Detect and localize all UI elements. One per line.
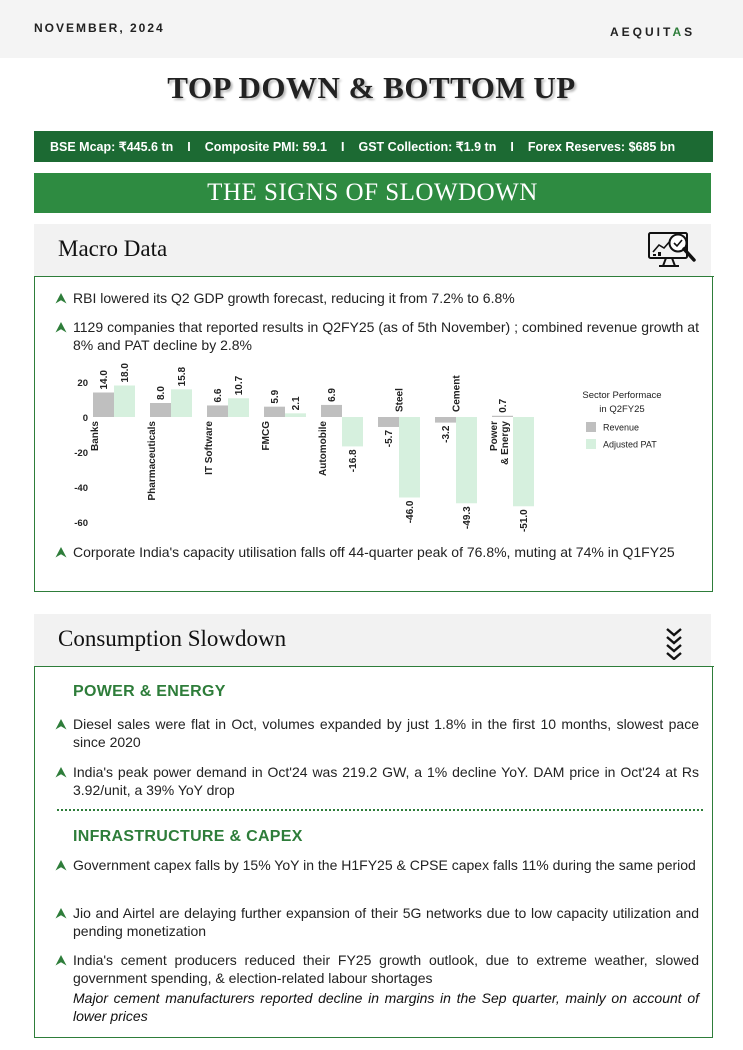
data-label: 2.1 <box>291 396 302 411</box>
triangle-bullet-icon <box>55 321 67 333</box>
data-label: -46.0 <box>405 500 416 524</box>
cement-margin-note: Major cement manufacturers reported decline in margins in the Sep quarter, mainly on account of lower prices <box>73 990 699 1024</box>
power-energy-heading: POWER & ENERGY <box>73 683 226 700</box>
legend-title: Sector Performace <box>582 390 662 401</box>
report-date: NOVEMBER, 2024 <box>34 21 165 35</box>
chevrons-down-icon <box>664 626 684 660</box>
ticker-separator: I <box>187 139 191 154</box>
macro-header <box>34 224 711 276</box>
triangle-bullet-icon <box>55 859 67 871</box>
brand-logo: AEQUITAS <box>610 25 696 39</box>
y-tick-label: -20 <box>74 448 88 459</box>
triangle-bullet-icon <box>55 546 67 558</box>
triangle-bullet-icon <box>55 718 67 730</box>
data-label: 5.9 <box>270 389 281 404</box>
category-label: Power <box>489 421 500 452</box>
legend-title: in Q2FY25 <box>599 404 645 415</box>
y-tick-label: 0 <box>82 413 88 424</box>
macro-bullet: 1129 companies that reported results in Q2FY25 (as of 5th November) ; combined revenue growth at 8% and PAT decline by 2.8% <box>35 318 699 354</box>
ticker-item-forex: Forex Reserves: $685 bn <box>527 139 676 154</box>
data-label: 10.7 <box>234 375 245 396</box>
consumption-title: Consumption Slowdown <box>58 626 287 651</box>
bar-revenue <box>150 403 171 417</box>
bar-revenue <box>93 393 114 418</box>
infra-bullet: Government capex falls by 15% YoY in the H1FY25 & CPSE capex falls 11% during the same period <box>35 856 699 874</box>
bar-revenue <box>264 407 285 417</box>
legend-swatch <box>586 422 596 432</box>
category-label: Banks <box>90 421 101 452</box>
triangle-bullet-icon <box>55 954 67 966</box>
bar-revenue <box>435 417 456 423</box>
category-label: Steel <box>394 388 406 412</box>
infra-capex-heading: INFRASTRUCTURE & CAPEX <box>73 828 303 845</box>
triangle-bullet-icon <box>55 907 67 919</box>
bar-revenue <box>378 417 399 427</box>
consumption-box <box>34 666 713 1038</box>
macro-bullet: RBI lowered its Q2 GDP growth forecast, reducing it from 7.2% to 6.8% <box>35 289 699 307</box>
bar-adjusted-pat <box>513 417 534 506</box>
y-tick-label: -60 <box>74 518 88 529</box>
category-label: Pharmaceuticals <box>147 421 158 501</box>
macro-box <box>34 276 713 592</box>
ticker-separator: I <box>341 139 345 154</box>
top-bar <box>0 0 743 58</box>
bar-revenue <box>207 405 228 417</box>
y-tick-label: -40 <box>74 483 88 494</box>
category-label: Cement <box>451 375 463 412</box>
triangle-bullet-icon <box>55 766 67 778</box>
power-bullet: India's peak power demand in Oct'24 was 219.2 GW, a 1% decline YoY. DAM price in Oct'24 at Rs 3.92/unit, a 39% YoY drop <box>35 763 699 799</box>
bar-adjusted-pat <box>228 398 249 417</box>
market-ticker <box>34 131 713 162</box>
ticker-separator: I <box>510 139 514 154</box>
consumption-header <box>34 614 711 666</box>
data-label: 0.7 <box>498 398 509 413</box>
data-label: -16.8 <box>348 449 359 473</box>
data-label: 15.8 <box>177 366 188 387</box>
legend-label: Revenue <box>603 422 640 433</box>
macro-title: Macro Data <box>58 236 168 261</box>
chart-analysis-icon <box>646 228 702 272</box>
data-label: -51.0 <box>519 509 530 533</box>
bar-adjusted-pat <box>399 417 420 498</box>
legend-swatch <box>586 439 596 449</box>
infra-bullet: Jio and Airtel are delaying further expansion of their 5G networks due to low capacity utilization and pending monetization <box>35 904 699 940</box>
y-tick-label: 20 <box>77 378 88 389</box>
power-bullet: Diesel sales were flat in Oct, volumes expanded by just 1.8% in the first 10 months, slowest pace since 2020 <box>35 715 699 751</box>
category-label: & Energy <box>500 421 511 465</box>
macro-bullet: Corporate India's capacity utilisation falls off 44-quarter peak of 76.8%, muting at 74% in Q1FY25 <box>35 543 699 561</box>
sector-performance-chart <box>35 356 711 536</box>
data-label: 6.6 <box>213 388 224 403</box>
ticker-item-bse-mcap: BSE Mcap: ₹445.6 tn <box>50 140 174 154</box>
bar-revenue <box>321 405 342 417</box>
ticker-item-pmi: Composite PMI: 59.1 <box>204 139 328 154</box>
bar-adjusted-pat <box>456 417 477 503</box>
bar-revenue <box>492 416 513 417</box>
category-label: IT Software <box>204 421 215 475</box>
data-label: -5.7 <box>384 429 395 448</box>
bar-adjusted-pat <box>285 413 306 417</box>
category-label: FMCG <box>261 421 272 451</box>
dotted-divider <box>57 809 703 811</box>
bar-adjusted-pat <box>171 389 192 417</box>
bar-adjusted-pat <box>114 386 135 418</box>
bar-adjusted-pat <box>342 417 363 446</box>
infra-bullet: India's cement producers reduced their FY25 growth outlook, due to extreme weather, slowed government spending, & election-related labour shortages <box>35 951 699 987</box>
data-label: -3.2 <box>441 425 452 443</box>
section-banner: THE SIGNS OF SLOWDOWN <box>34 173 711 213</box>
data-label: 14.0 <box>99 370 110 390</box>
category-label: Automobile <box>318 421 329 476</box>
data-label: 18.0 <box>120 363 131 383</box>
triangle-bullet-icon <box>55 292 67 304</box>
data-label: -49.3 <box>462 506 473 530</box>
page-title: TOP DOWN & BOTTOM UP <box>167 70 576 105</box>
data-label: 8.0 <box>156 386 167 400</box>
data-label: 6.9 <box>327 388 338 402</box>
ticker-item-gst: GST Collection: ₹1.9 tn <box>358 140 497 154</box>
legend-label: Adjusted PAT <box>603 439 657 450</box>
